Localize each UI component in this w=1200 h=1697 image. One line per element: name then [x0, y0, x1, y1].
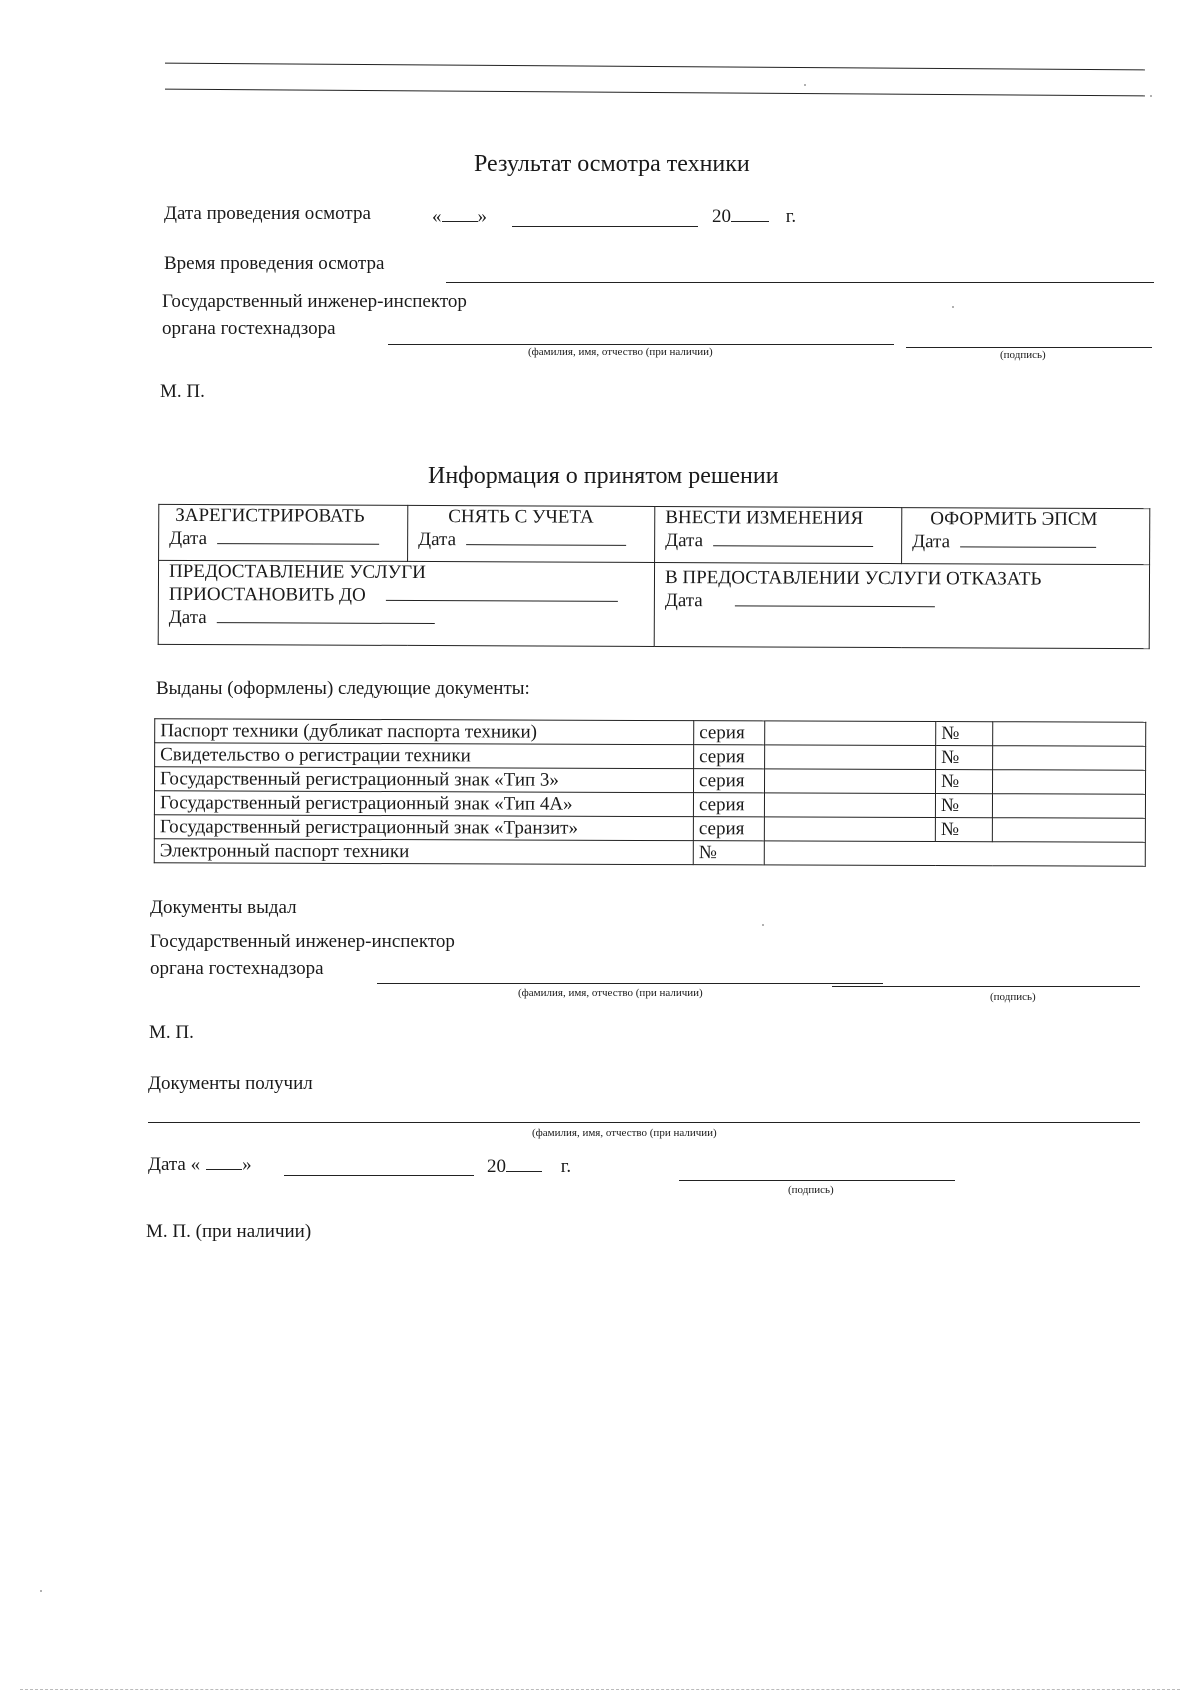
doc-name-cell: Паспорт техники (дубликат паспорта техники): [155, 719, 694, 745]
doc-series-field[interactable]: [764, 817, 935, 842]
inspection-stamp: М. П.: [160, 381, 205, 402]
issued-fio-caption: (фамилия, имя, отчество (при наличии): [518, 987, 703, 999]
doc-series-field[interactable]: [764, 793, 935, 818]
table-row: [155, 719, 1146, 746]
decision-suspend-date-label: Дата: [168, 606, 207, 629]
doc-number-field[interactable]: [992, 818, 1145, 843]
inspector-fio-caption: (фамилия, имя, отчество (при наличии): [528, 346, 713, 358]
doc-number-field[interactable]: [993, 722, 1146, 747]
inspector-fio-field[interactable]: [388, 344, 894, 345]
received-signature-field[interactable]: [679, 1180, 955, 1181]
table-row: [155, 743, 1146, 770]
decision-epsm-cell[interactable]: [902, 508, 1150, 565]
doc-series-label: серия: [693, 793, 764, 817]
decision-suspend-cell[interactable]: [158, 560, 654, 646]
inspection-title: Результат осмотра техники: [474, 151, 750, 177]
inspector-label-line1: Государственный инженер-инспектор: [162, 291, 467, 312]
doc-series-label: серия: [694, 745, 765, 769]
inspection-date-label: Дата проведения осмотра: [164, 203, 371, 224]
received-fio-caption: (фамилия, имя, отчество (при наличии): [532, 1127, 717, 1139]
decision-epsm-date-label: Дата: [912, 531, 951, 553]
doc-number-field[interactable]: [992, 794, 1145, 819]
table-row: [154, 815, 1145, 842]
year-suffix: г.: [785, 206, 797, 227]
received-year-suffix: г.: [560, 1156, 572, 1177]
decision-deregister-date-label: Дата: [418, 528, 457, 551]
inspector-label-line2: органа гостехнадзора: [162, 318, 336, 339]
issued-signature-caption: (подпись): [990, 991, 1036, 1003]
decision-refuse-cell[interactable]: [654, 563, 1149, 649]
doc-number-label: №: [693, 841, 764, 865]
received-date-month-field[interactable]: [284, 1175, 474, 1176]
received-stamp: М. П. (при наличии): [146, 1221, 312, 1242]
doc-epsm-number-field[interactable]: [764, 841, 1145, 866]
top-rule-1: [165, 63, 1145, 71]
doc-series-field[interactable]: [765, 745, 936, 770]
received-date-prefix: Дата «: [148, 1154, 201, 1175]
quote-open: «: [432, 206, 442, 227]
received-signature-caption: (подпись): [788, 1184, 834, 1196]
doc-name-cell: Свидетельство о регистрации техники: [155, 743, 694, 769]
documents-table: [154, 718, 1147, 866]
decision-change-label: ВНЕСТИ ИЗМЕНЕНИЯ: [665, 507, 864, 529]
decision-register-cell[interactable]: [159, 504, 408, 561]
year-prefix: 20: [712, 206, 731, 227]
issued-label: Документы выдал: [150, 897, 297, 918]
decision-suspend-line2: ПРИОСТАНОВИТЬ ДО: [168, 583, 366, 606]
doc-series-label: серия: [693, 769, 764, 793]
doc-series-field[interactable]: [764, 769, 935, 794]
doc-name-cell: Государственный регистрационный знак «Тип 4А»: [154, 791, 693, 817]
issued-signature-field[interactable]: [832, 986, 1140, 987]
received-year-prefix: 20: [487, 1156, 506, 1177]
doc-series-label: серия: [693, 817, 764, 841]
table-row: [154, 791, 1145, 818]
decision-register-date-label: Дата: [169, 527, 208, 550]
inspection-date-month-field[interactable]: [512, 226, 698, 227]
issued-inspector-line1: Государственный инженер-инспектор: [150, 931, 455, 952]
scan-edge-bottom: [20, 1689, 1180, 1690]
decision-title: Информация о принятом решении: [428, 463, 779, 489]
issued-inspector-line2: органа гостехнадзора: [150, 958, 324, 979]
quote-close: »: [477, 206, 487, 227]
issued-stamp: М. П.: [149, 1022, 194, 1043]
scan-speck: [952, 306, 954, 308]
table-row: [154, 839, 1145, 866]
inspection-date-year-field[interactable]: [712, 205, 796, 228]
top-rule-2: [165, 89, 1145, 97]
inspector-signature-field[interactable]: [906, 347, 1152, 348]
received-quote-close: »: [242, 1154, 252, 1175]
decision-refuse-date-label: Дата: [664, 590, 703, 612]
doc-number-label: №: [936, 721, 993, 745]
inspection-time-field[interactable]: [446, 282, 1154, 283]
doc-number-label: №: [935, 817, 992, 841]
received-fio-field[interactable]: [148, 1122, 1140, 1123]
doc-name-cell: Государственный регистрационный знак «Транзит»: [154, 815, 693, 841]
decision-deregister-label: СНЯТЬ С УЧЕТА: [448, 506, 594, 528]
table-row: [155, 767, 1146, 794]
decision-change-date-label: Дата: [665, 530, 704, 552]
doc-series-label: серия: [694, 721, 765, 745]
doc-number-label: №: [935, 793, 992, 817]
decision-deregister-cell[interactable]: [408, 505, 655, 562]
documents-intro: Выданы (оформлены) следующие документы:: [156, 678, 530, 699]
doc-name-cell: Государственный регистрационный знак «Тип 3»: [155, 767, 694, 793]
decision-suspend-line1: ПРЕДОСТАВЛЕНИЕ УСЛУГИ: [168, 560, 426, 584]
inspection-date-day-field[interactable]: [432, 205, 487, 228]
decision-table: [158, 504, 1151, 649]
received-date-year-field[interactable]: [487, 1155, 571, 1178]
received-date-day-field[interactable]: [148, 1153, 252, 1176]
inspector-signature-caption: (подпись): [1000, 349, 1046, 361]
scan-speck: [1150, 95, 1152, 97]
doc-number-label: №: [935, 769, 992, 793]
decision-refuse-label: В ПРЕДОСТАВЛЕНИИ УСЛУГИ ОТКАЗАТЬ: [664, 567, 1042, 590]
doc-number-label: №: [936, 745, 993, 769]
decision-epsm-label: ОФОРМИТЬ ЭПСМ: [930, 508, 1098, 530]
scan-speck: [804, 84, 806, 86]
decision-change-cell[interactable]: [655, 507, 902, 564]
received-label: Документы получил: [148, 1073, 313, 1094]
issued-fio-field[interactable]: [377, 983, 883, 984]
inspection-time-label: Время проведения осмотра: [164, 253, 385, 274]
scan-speck: [40, 1590, 42, 1592]
doc-number-field[interactable]: [992, 770, 1145, 795]
doc-number-field[interactable]: [993, 746, 1146, 771]
doc-series-field[interactable]: [765, 721, 936, 746]
scan-speck: [762, 924, 764, 926]
decision-register-label: ЗАРЕГИСТРИРОВАТЬ: [175, 504, 365, 527]
doc-name-cell: Электронный паспорт техники: [154, 839, 693, 865]
